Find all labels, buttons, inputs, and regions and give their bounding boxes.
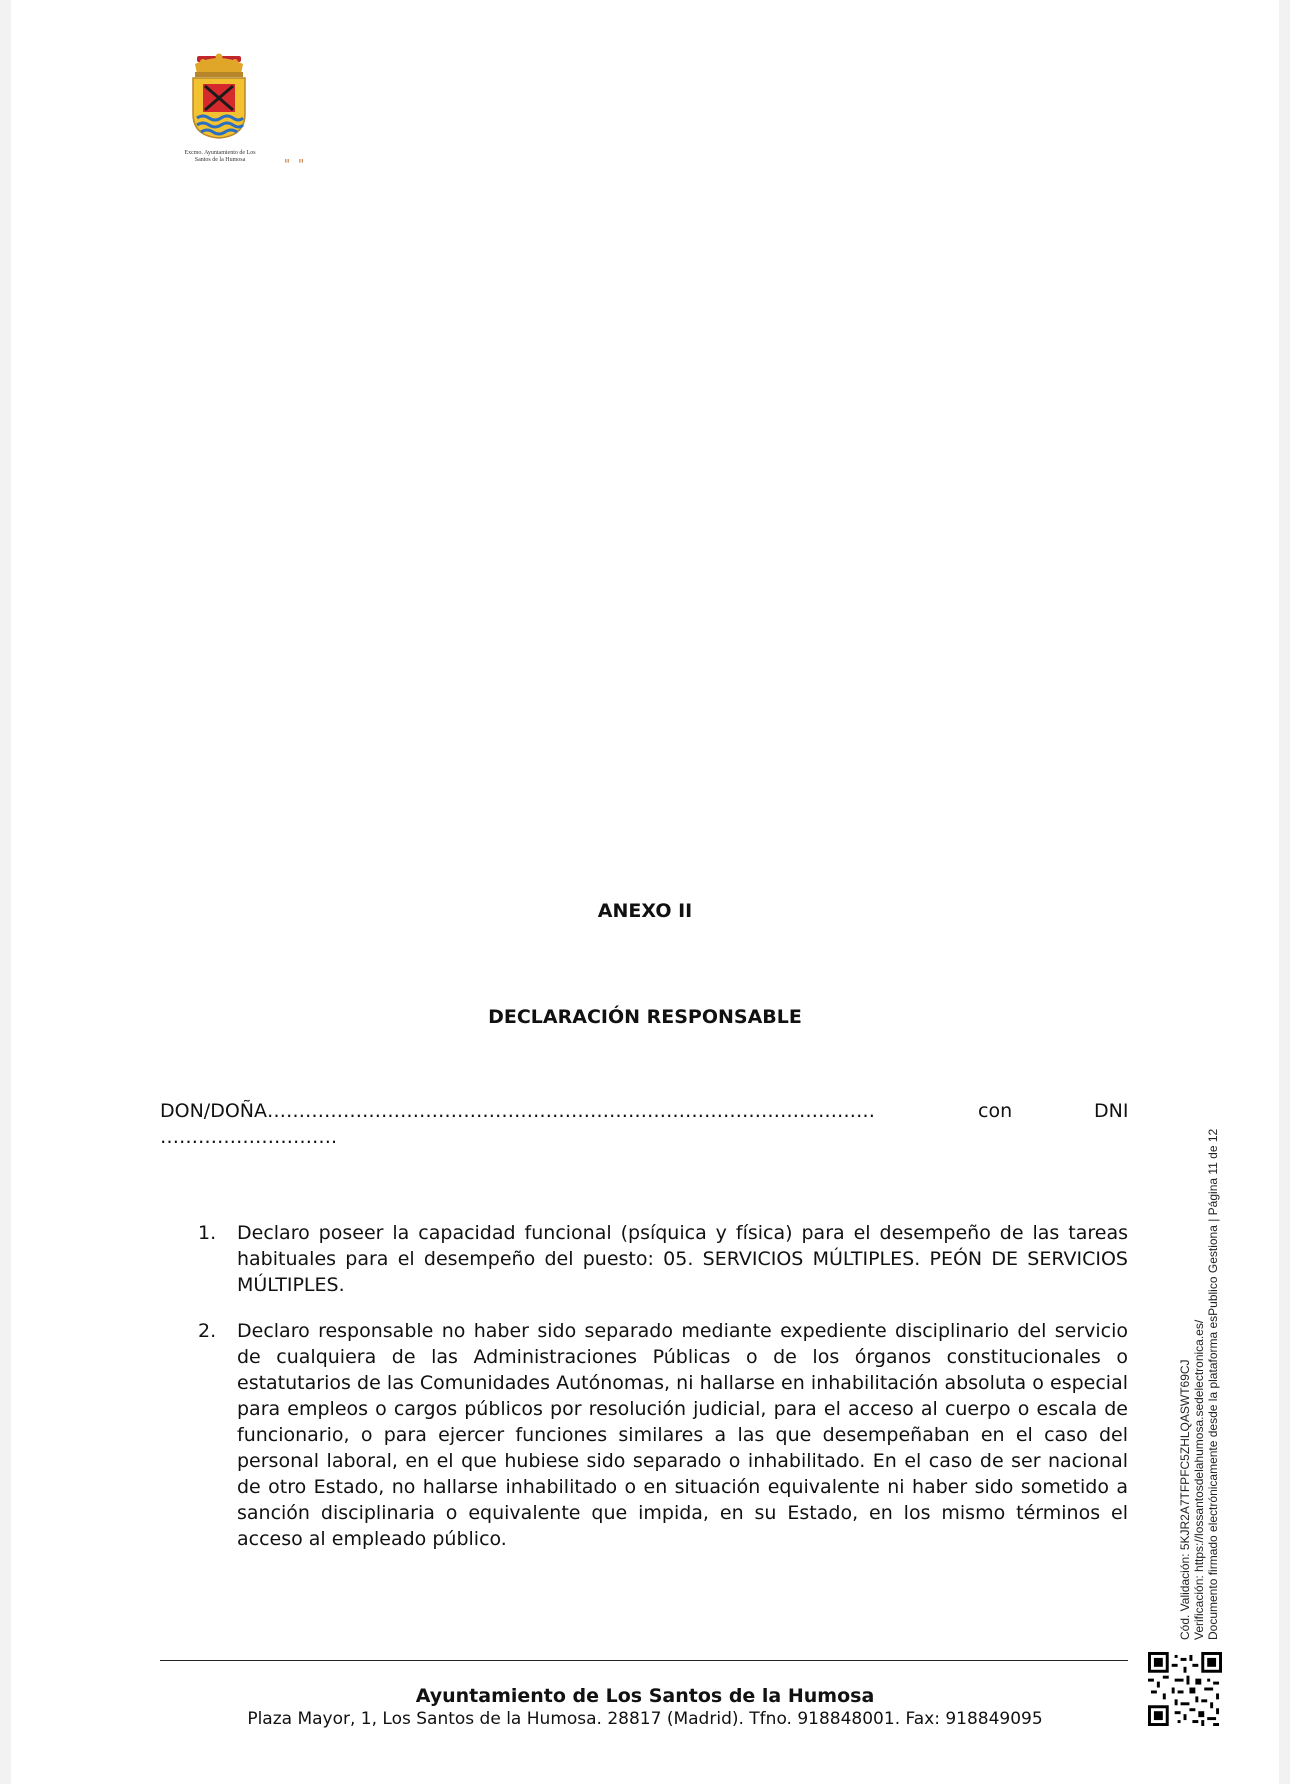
footer-organization-name: Ayuntamiento de Los Santos de la Humosa xyxy=(415,1685,875,1707)
footer-address: Plaza Mayor, 1, Los Santos de la Humosa. 28817 (Madrid). Tfno. 918848001. Fax: 918849095 xyxy=(247,1709,1043,1729)
validation-code: Cód. Validación: 5KJR2A7TFPFC5ZHLQASWT69CJ xyxy=(1178,1359,1192,1640)
signature-note: Documento firmado electrónicamente desde la plataforma esPublico Gestiona | Página 11 de 12 xyxy=(1206,1128,1220,1640)
item-number: 1. xyxy=(198,1222,217,1244)
declaration-list xyxy=(198,1220,1128,1572)
con-label: con xyxy=(978,1100,1013,1122)
list-item xyxy=(198,1318,1128,1552)
name-dni-fill-in xyxy=(160,1100,1128,1148)
dni-field: ………………………. xyxy=(160,1126,338,1148)
municipal-crest-logo xyxy=(183,52,255,140)
qr-code-icon xyxy=(1148,1652,1222,1726)
footer-divider xyxy=(160,1660,1128,1661)
item-text: Declaro responsable no haber sido separado mediante expediente disciplinario del servicio de cualquiera de las Administraciones Públicas o de los órganos constitucionales o estatutarios de las Comunidades Autónomas, ni hallarse en inhabilitación absoluta o especial para empleos o cargos públicos por resolución judicial, para el acceso al cuerpo o escala de funcionario, o para ejercer funciones similares a las que desempeñaban en el caso del personal laboral, en el que hubiese sido separado o inhabilitado. En el caso de ser nacional de otro Estado, no hallarse inhabilitado o en situación equivalente ni haber sido sometido a sanción disciplinaria o equivalente que impida, en su Estado, en los mismo términos el acceso al empleado público. xyxy=(237,1320,1128,1550)
verification-url: Verificación: https://lossantosdelahumosa.sedelectronica.es/ xyxy=(1192,1319,1206,1640)
dni-label: DNI xyxy=(1094,1100,1129,1122)
item-number: 2. xyxy=(198,1320,217,1342)
item-text: Declaro poseer la capacidad funcional (psíquica y física) para el desempeño de las tareas habituales para el desempeño del puesto: 05. SERVICIOS MÚLTIPLES. PEÓN DE SERVICIOS MÚLTIPLES. xyxy=(237,1222,1128,1296)
annex-title: ANEXO II xyxy=(597,900,693,922)
declaration-title: DECLARACIÓN RESPONSABLE xyxy=(488,1006,802,1028)
crest-caption: Excmo. Ayuntamiento de Los Santos de la Humosa xyxy=(184,150,256,163)
validation-stamp xyxy=(1178,840,1220,1640)
orange-quote-marks: " " xyxy=(284,158,307,173)
don-dona-field: DON/DOÑA…………………………………………………………………………………… xyxy=(160,1100,875,1122)
list-item xyxy=(198,1220,1128,1298)
